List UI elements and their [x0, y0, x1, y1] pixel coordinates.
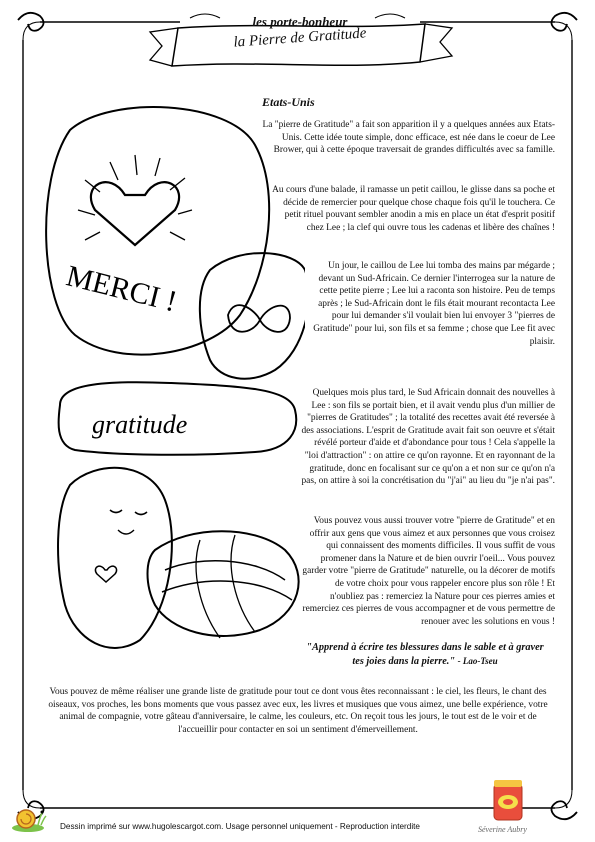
- snail-logo-icon: [8, 800, 48, 835]
- quote-block: [300, 642, 550, 668]
- merci-stone-label: MERCI !: [63, 259, 181, 319]
- paragraph-liste: Vous pouvez de même réaliser une grande liste de gratitude pour tout ce dont vous êtes reconnaissant : le ciel, les fleurs, le chant des oiseaux, vos proches, les bons moments que vous passez avec eux, les livres et musiques que vous aimez, une belle expérience, votre animal de compagnie, votre gâteau d'anniversaire, le calme, les couleurs, etc. On reçoit tous les jours, le tout est de le voir et de l'accueillir pour contacter en soi un sentiment d'émerveillement.: [48, 687, 548, 735]
- stones-illustration: [40, 100, 305, 650]
- eyes-icon: [110, 510, 147, 515]
- smile-icon: [118, 530, 134, 534]
- quote-text: "Apprend à écrire tes blessures dans le sable et à graver tes joies dans la pierre.": [306, 642, 544, 667]
- page-subtitle: Etats-Unis: [262, 95, 315, 109]
- merci-stone: [46, 107, 269, 355]
- brand-jar-icon: [488, 778, 528, 824]
- paragraph-sud-africain: Un jour, le caillou de Lee lui tomba des mains par mégarde ; devant un Sud-Africain. Ce dernier l'interrogea sur la nature de cette petite pierre ; Lee lui a raconta son histoire. Peu de temps après ; le Sud-Africain dont le fils était mourant recontacta Lee pour lui demander s'il voulait bien lui envoyer 3 "pierres de Gratitude" pour lui, son fils et sa femme ; chose que Lee fit avec plaisir.: [313, 261, 555, 347]
- quote-author: - Lao-Tseu: [457, 655, 498, 666]
- paragraph-balade: Au cours d'une balade, il ramasse un petit caillou, le glisse dans sa poche et décide de remercier pour quelque chose chaque fois qu'il le touchera. Ce petit rituel pouvant sembler anodin a mis en place un état d'esprit positif chez Lee ; la clef qui ouvre tous les cadenas et libère des chaînes !: [272, 185, 555, 233]
- paragraph-intro: La "pierre de Gratitude" a fait son apparition il y a quelques années aux Etats-Unis. Cette idée toute simple, donc efficace, est née dans le coeur de Lee Brower, qui à cette époque traversait de grandes difficultés avec sa famille.: [262, 120, 555, 156]
- paragraph-conseil: Vous pouvez vous aussi trouver votre "pierre de Gratitude" et en offrir aux gens que vous aimez et aux personnes que vous croisez qui connaissent des moments difficiles. Il vous suffit de vous promener dans la Nature et de bien ouvrir l'oeil... Vous pouvez garder votre "pierre de Gratitude" naturelle, ou la décorer de motifs de votre choix pour vous rappeler encore plus son rôle ! Et n'oubliez pas : remerciez la Nature pour ces pierres amies et remerciez ces pierres de vous accompagner et de vous permettre de renouer avec les solutions en vous !: [302, 516, 555, 627]
- face-stone: [58, 468, 172, 648]
- page-title: la Pierre de Gratitude: [232, 25, 367, 51]
- heart-icon: [91, 182, 179, 245]
- sun-rays: [78, 155, 192, 240]
- illustrator-signature: Séverine Aubry: [478, 825, 527, 834]
- footer-notice: Dessin imprimé sur www.hugolescargot.com. Usage personnel uniquement - Reproduction interdite: [60, 822, 420, 831]
- striped-stone: [148, 531, 299, 636]
- gratitude-stone-label: gratitude: [92, 410, 188, 439]
- page-kicker: les porte-bonheur: [252, 14, 348, 29]
- paragraph-resultat: Quelques mois plus tard, le Sud Africain donnait des nouvelles à Lee : son fils se portait bien, et il avait vendu plus d'un millier de "pierres de Gratitudes" ; la totalité des recettes avait été reversée à des associations. L'esprit de Gratitude avait fait son oeuvre et s'était révélé porteur d'aide et d'abondance pour tous ! Cela s'appelle la "loi d'attraction" : on attire ce qu'on rayonne. Et en rayonnant de la gratitude, donc en focalisant sur ce qu'on a et non sur ce qu'on n'a pas, on attire à soi la concrétisation du "j'ai" au lieu du "je n'ai pas".: [301, 388, 555, 487]
- small-heart-icon: [95, 566, 116, 582]
